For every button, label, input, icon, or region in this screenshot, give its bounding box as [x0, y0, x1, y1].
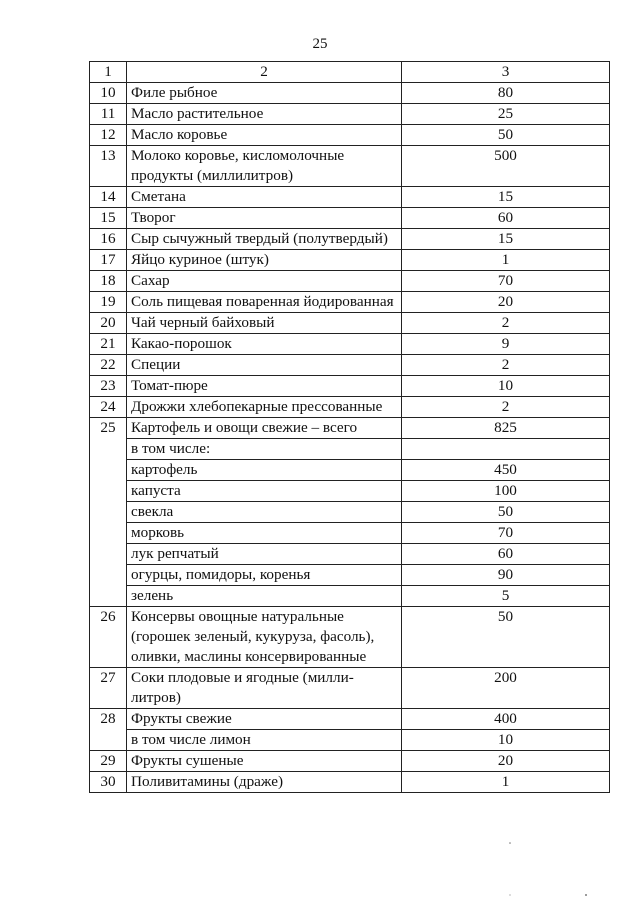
table-row	[90, 208, 610, 229]
product-name: картофель	[127, 460, 402, 481]
row-number: 22	[90, 355, 127, 376]
row-number: 16	[90, 229, 127, 250]
product-name: Томат-пюре	[127, 376, 402, 397]
table-row	[90, 376, 610, 397]
row-number: 17	[90, 250, 127, 271]
product-name: Фрукты свежие	[127, 709, 402, 730]
product-name: Соль пищевая поваренная йодированная	[127, 292, 402, 313]
product-amount: 60	[402, 544, 610, 565]
row-number	[90, 544, 127, 565]
table-row	[90, 439, 610, 460]
table-row	[90, 772, 610, 793]
table-row	[90, 668, 610, 709]
product-name: лук репчатый	[127, 544, 402, 565]
row-number: 11	[90, 104, 127, 125]
table-header-row	[90, 62, 610, 83]
row-number: 14	[90, 187, 127, 208]
product-name: Яйцо куриное (штук)	[127, 250, 402, 271]
product-amount: 50	[402, 607, 610, 668]
product-amount: 200	[402, 668, 610, 709]
product-amount: 15	[402, 229, 610, 250]
table-row	[90, 565, 610, 586]
table-row	[90, 460, 610, 481]
table-row	[90, 481, 610, 502]
product-amount: 60	[402, 208, 610, 229]
product-amount: 825	[402, 418, 610, 439]
row-number: 24	[90, 397, 127, 418]
row-number: 10	[90, 83, 127, 104]
product-amount: 2	[402, 397, 610, 418]
product-amount: 90	[402, 565, 610, 586]
product-amount: 100	[402, 481, 610, 502]
product-amount: 10	[402, 730, 610, 751]
product-amount: 20	[402, 751, 610, 772]
row-number	[90, 565, 127, 586]
product-name: Специи	[127, 355, 402, 376]
row-number	[90, 523, 127, 544]
table-row	[90, 397, 610, 418]
product-name: капуста	[127, 481, 402, 502]
product-name: огурцы, помидоры, коренья	[127, 565, 402, 586]
row-number	[90, 439, 127, 460]
product-name: морковь	[127, 523, 402, 544]
product-amount: 70	[402, 523, 610, 544]
product-name: Какао-порошок	[127, 334, 402, 355]
page-number: 25	[312, 36, 328, 52]
product-amount: 5	[402, 586, 610, 607]
row-number: 26	[90, 607, 127, 668]
row-number: 28	[90, 709, 127, 730]
product-name: Фрукты сушеные	[127, 751, 402, 772]
table-row	[90, 83, 610, 104]
table-row	[90, 125, 610, 146]
row-number: 18	[90, 271, 127, 292]
header-col-2: 2	[127, 62, 402, 83]
table-row	[90, 751, 610, 772]
table-row	[90, 586, 610, 607]
table-row	[90, 607, 610, 668]
product-name: Картофель и овощи свежие – всего	[127, 418, 402, 439]
product-name: Масло растительное	[127, 104, 402, 125]
table-row	[90, 313, 610, 334]
product-name: Поливитамины (драже)	[127, 772, 402, 793]
product-amount: 25	[402, 104, 610, 125]
row-number: 29	[90, 751, 127, 772]
product-amount: 70	[402, 271, 610, 292]
product-name: Сахар	[127, 271, 402, 292]
product-name: Чай черный байховый	[127, 313, 402, 334]
row-number: 21	[90, 334, 127, 355]
table-row	[90, 187, 610, 208]
row-number	[90, 481, 127, 502]
header-col-3: 3	[402, 62, 610, 83]
table-row	[90, 146, 610, 187]
product-amount: 10	[402, 376, 610, 397]
table-row	[90, 292, 610, 313]
product-name: Молоко коровье, кисломолочные продукты (миллилитров)	[127, 146, 402, 187]
product-amount: 9	[402, 334, 610, 355]
product-amount: 50	[402, 502, 610, 523]
table-row	[90, 229, 610, 250]
product-amount: 50	[402, 125, 610, 146]
table-row	[90, 355, 610, 376]
product-name: в том числе лимон	[127, 730, 402, 751]
row-number: 13	[90, 146, 127, 187]
product-name: Соки плодовые и ягодные (милли-литров)	[127, 668, 402, 709]
row-number: 20	[90, 313, 127, 334]
row-number: 23	[90, 376, 127, 397]
product-amount: 80	[402, 83, 610, 104]
row-number	[90, 460, 127, 481]
product-amount: 1	[402, 772, 610, 793]
product-name: Консервы овощные натуральные (горошек зеленый, кукуруза, фасоль), оливки, маслины консервированные	[127, 607, 402, 668]
product-name: Дрожжи хлебопекарные прессованные	[127, 397, 402, 418]
row-number: 27	[90, 668, 127, 709]
product-name: зелень	[127, 586, 402, 607]
table-row	[90, 523, 610, 544]
product-name: в том числе:	[127, 439, 402, 460]
header-col-1: 1	[90, 62, 127, 83]
row-number: 30	[90, 772, 127, 793]
product-name: Творог	[127, 208, 402, 229]
table-row	[90, 709, 610, 730]
product-amount: 20	[402, 292, 610, 313]
table-row	[90, 334, 610, 355]
product-amount: 450	[402, 460, 610, 481]
product-amount: 400	[402, 709, 610, 730]
table-row	[90, 250, 610, 271]
row-number	[90, 586, 127, 607]
table-row	[90, 104, 610, 125]
table-row	[90, 271, 610, 292]
row-number: 15	[90, 208, 127, 229]
row-number	[90, 502, 127, 523]
food-norms-table	[89, 61, 610, 793]
row-number: 19	[90, 292, 127, 313]
row-number: 25	[90, 418, 127, 439]
row-number	[90, 730, 127, 751]
product-name: Масло коровье	[127, 125, 402, 146]
row-number: 12	[90, 125, 127, 146]
product-amount: 1	[402, 250, 610, 271]
product-amount	[402, 439, 610, 460]
product-amount: 15	[402, 187, 610, 208]
product-amount: 2	[402, 355, 610, 376]
table-row	[90, 544, 610, 565]
table-row	[90, 418, 610, 439]
table-row	[90, 730, 610, 751]
product-amount: 2	[402, 313, 610, 334]
product-name: свекла	[127, 502, 402, 523]
product-name: Филе рыбное	[127, 83, 402, 104]
table-row	[90, 502, 610, 523]
product-name: Сметана	[127, 187, 402, 208]
product-amount: 500	[402, 146, 610, 187]
product-name: Сыр сычужный твердый (полутвердый)	[127, 229, 402, 250]
